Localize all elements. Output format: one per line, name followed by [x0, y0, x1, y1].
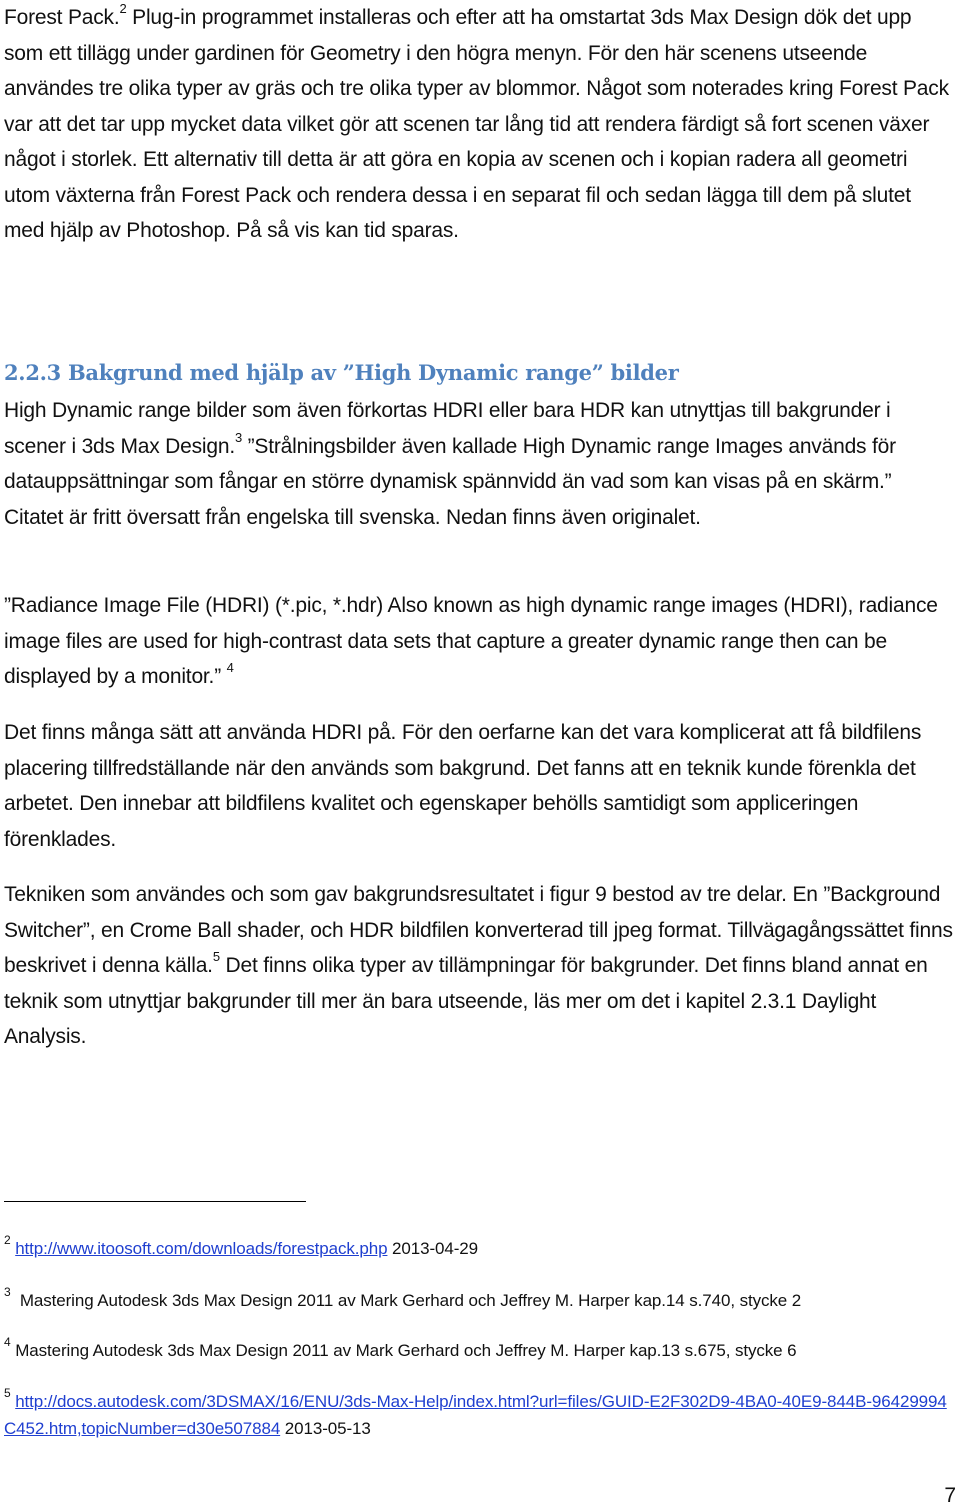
footnote-number: 5	[4, 1386, 11, 1401]
paragraph-forest-pack	[4, 0, 956, 249]
footnote-2	[4, 1235, 956, 1262]
footnote-number: 2	[4, 1233, 11, 1248]
page-number: 7	[944, 1484, 956, 1507]
footnote-3	[4, 1287, 956, 1314]
footnote-ref-5[interactable]: 5	[212, 949, 220, 964]
paragraph-text: High Dynamic range bilder som även förkortas HDRI eller bara HDR kan utnyttjas till bakgrunder i scener i 3ds Max Design.	[4, 399, 891, 458]
footnote-date: 2013-04-29	[387, 1239, 479, 1258]
footnote-ref-3[interactable]: 3	[234, 429, 242, 445]
footnote-text: Mastering Autodesk 3ds Max Design 2011 av Mark Gerhard och Jeffrey M. Harper kap.14 s.740, stycke 2	[19, 1291, 802, 1310]
footnote-ref-2[interactable]: 2	[119, 1, 127, 16]
paragraph-quote-original	[4, 588, 956, 695]
footnote-link[interactable]: http://docs.autodesk.com/3DSMAX/16/ENU/3ds-Max-Help/index.html?url=files/GUID-E2F302D9-4BA0-40E9-844B-96429994C452.htm,topicNumber=d30e507884	[4, 1392, 947, 1438]
footnote-number: 4	[4, 1335, 11, 1350]
paragraph-text: ”Radiance Image File (HDRI) (*.pic, *.hdr) Also known as high dynamic range images (HDRI), radiance image files are used for high-contrast data sets that capture a greater dynamic range then can be displayed by a monitor.”	[4, 594, 938, 688]
paragraph-hdri-usage: Det finns många sätt att använda HDRI på. För den oerfarne kan det vara komplicerat att få bildfilens placering tillfredställande när den används som bakgrund. Det fanns att en teknik kunde förenkla det arbetet. Den innebar att bildfilens kvalitet och egenskaper behölls samtidigt som appliceringen förenklades.	[4, 721, 922, 851]
paragraph-text: Tekniken som användes och som gav bakgrundsresultatet i figur 9 bestod av tre delar. En ”Background Switcher”, en Crome Ball shader, och HDR bildfilen konverterad till jpeg format. Tillvägagångssättet finns beskrivet i denna källa.	[4, 883, 953, 977]
section-heading: 2.2.3 Bakgrund med hjälp av ”High Dynamic range” bilder	[4, 360, 679, 385]
footnote-ref-4[interactable]: 4	[226, 660, 234, 675]
paragraph-technique	[4, 877, 956, 1055]
footnote-text: Mastering Autodesk 3ds Max Design 2011 av Mark Gerhard och Jeffrey M. Harper kap.13 s.675, stycke 6	[15, 1341, 797, 1360]
paragraph-text: Plug-in programmet installeras och efter att ha omstartat 3ds Max Design dök det upp som ett tillägg under gardinen för Geometry i den högra menyn. För den här scenens utseende användes tre olika typer av gräs och tre olika typer av blommor. Något som noterades kring Forest Pack var att det tar upp mycket data vilket gör att scenen tar lång tid att rendera färdigt så fort scenen växer något i storlek. Ett alternativ till detta är att göra en kopia av scenen och i kopian radera all geometri utom växterna från Forest Pack och rendera dessa i en separat fil och sedan lägga till dem på slutet med hjälp av Photoshop. På så vis kan tid sparas.	[4, 6, 949, 242]
paragraph-hdri-intro	[4, 393, 956, 535]
footnote-5	[4, 1388, 956, 1442]
paragraph-text: Det finns olika typer av tillämpningar för bakgrunder. Det finns bland annat en teknik som utnyttjar bakgrunder till mer än bara utseende, läs mer om det i kapitel 2.3.1 Daylight Analysis.	[4, 954, 928, 1048]
footnote-separator	[4, 1201, 306, 1202]
paragraph-text: ”Strålningsbilder även kallade High Dynamic range Images används för datauppsättningar som fångar en större dynamisk spännvidd än vad som kan visas på en skärm.” Citatet är fritt översatt från engelska till svenska. Nedan finns även originalet.	[4, 434, 896, 529]
paragraph-text: Forest Pack.	[4, 6, 120, 29]
footnote-4	[4, 1337, 956, 1364]
footnote-link[interactable]: http://www.itoosoft.com/downloads/forestpack.php	[15, 1239, 388, 1258]
footnote-number: 3	[4, 1285, 11, 1300]
footnote-date: 2013-05-13	[280, 1419, 371, 1438]
